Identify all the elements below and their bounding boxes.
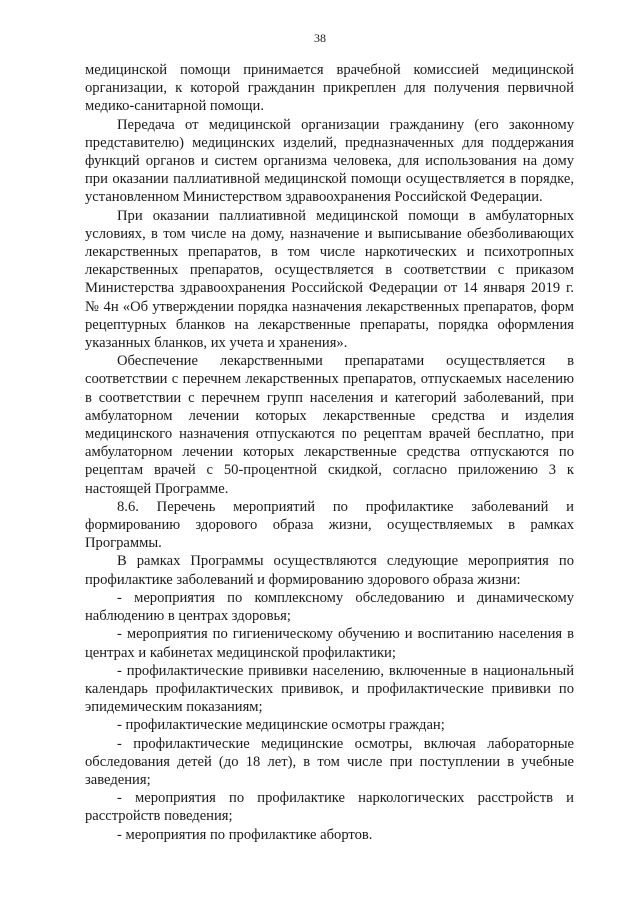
paragraph-program-measures-intro: В рамках Программы осуществляются следующие мероприятия по профилактике заболеваний и формированию здорового образа жизни: — [85, 553, 574, 588]
list-item-health-centers: - мероприятия по комплексному обследованию и динамическому наблюдению в центрах здоровья; — [85, 589, 574, 625]
paragraph-continuation: медицинской помощи принимается врачебной комиссией медицинской организации, к которой гражданин прикреплен для получения первичной медико-санитарной помощи. — [85, 62, 574, 115]
list-item-narcology-prevention: - мероприятия по профилактике наркологических расстройств и расстройств поведения; — [85, 790, 574, 825]
list-item-vaccinations: - профилактические прививки населению, включенные в национальный календарь профилактических прививок, и профилактические прививки по эпидемическим показаниям; — [85, 662, 574, 716]
section-heading-8-6: 8.6. Перечень мероприятий по профилактике заболеваний и формированию здорового образа жизни, осуществляемых в рамках Программы. — [85, 498, 574, 552]
list-item-medical-checkups: - профилактические медицинские осмотры граждан; — [117, 717, 445, 734]
list-item-children-checkups: - профилактические медицинские осмотры, включая лабораторные обследования детей (до 18 лет), в том числе при поступлении в учебные заведения; — [85, 735, 574, 788]
list-item-hygiene-education: - мероприятия по гигиеническому обучению и воспитанию населения в центрах и кабинетах медицинской профилактики; — [85, 626, 574, 661]
paragraph-medical-devices: Передача от медицинской организации гражданину (его законному представителю) медицинских изделий, предназначенных для поддержания функций органов и систем организма человека, для использования на дому при оказании паллиативной медицинской помощи осуществляется в порядке, установленном Министерством здравоохранения Российской Федерации. — [85, 116, 574, 206]
list-item-abortion-prevention: - мероприятия по профилактике абортов. — [117, 826, 373, 843]
body-text — [85, 61, 574, 844]
paragraph-drug-provision: Обеспечение лекарственными препаратами осуществляется в соответствии с перечнем лекарственных препаратов, отпускаемых населению в соответствии с перечнем групп населения и категорий заболеваний, при амбулаторном лечении которых лекарственные средства и изделия медицинского назначения отпускаются по рецептам врачей бесплатно, при амбулаторном лечении которых лекарственные средства отпускаются по рецептам врачей с 50-процентной скидкой, согласно приложению 3 к настоящей Программе. — [85, 353, 574, 497]
page-number: 38 — [314, 31, 326, 45]
paragraph-palliative-prescriptions: При оказании паллиативной медицинской помощи в амбулаторных условиях, в том числе на дому, назначение и выписывание обезболивающих лекарственных препаратов, в том числе наркотических и психотропных лекарственных препаратов, осуществляется в соответствии с приказом Министерства здравоохранения Российской Федерации от 14 января 2019 г. № 4н «Об утверждении порядка назначения лекарственных препаратов, форм рецептурных бланков на лекарственные препараты, порядка оформления указанных бланков, их учета и хранения». — [85, 207, 574, 352]
